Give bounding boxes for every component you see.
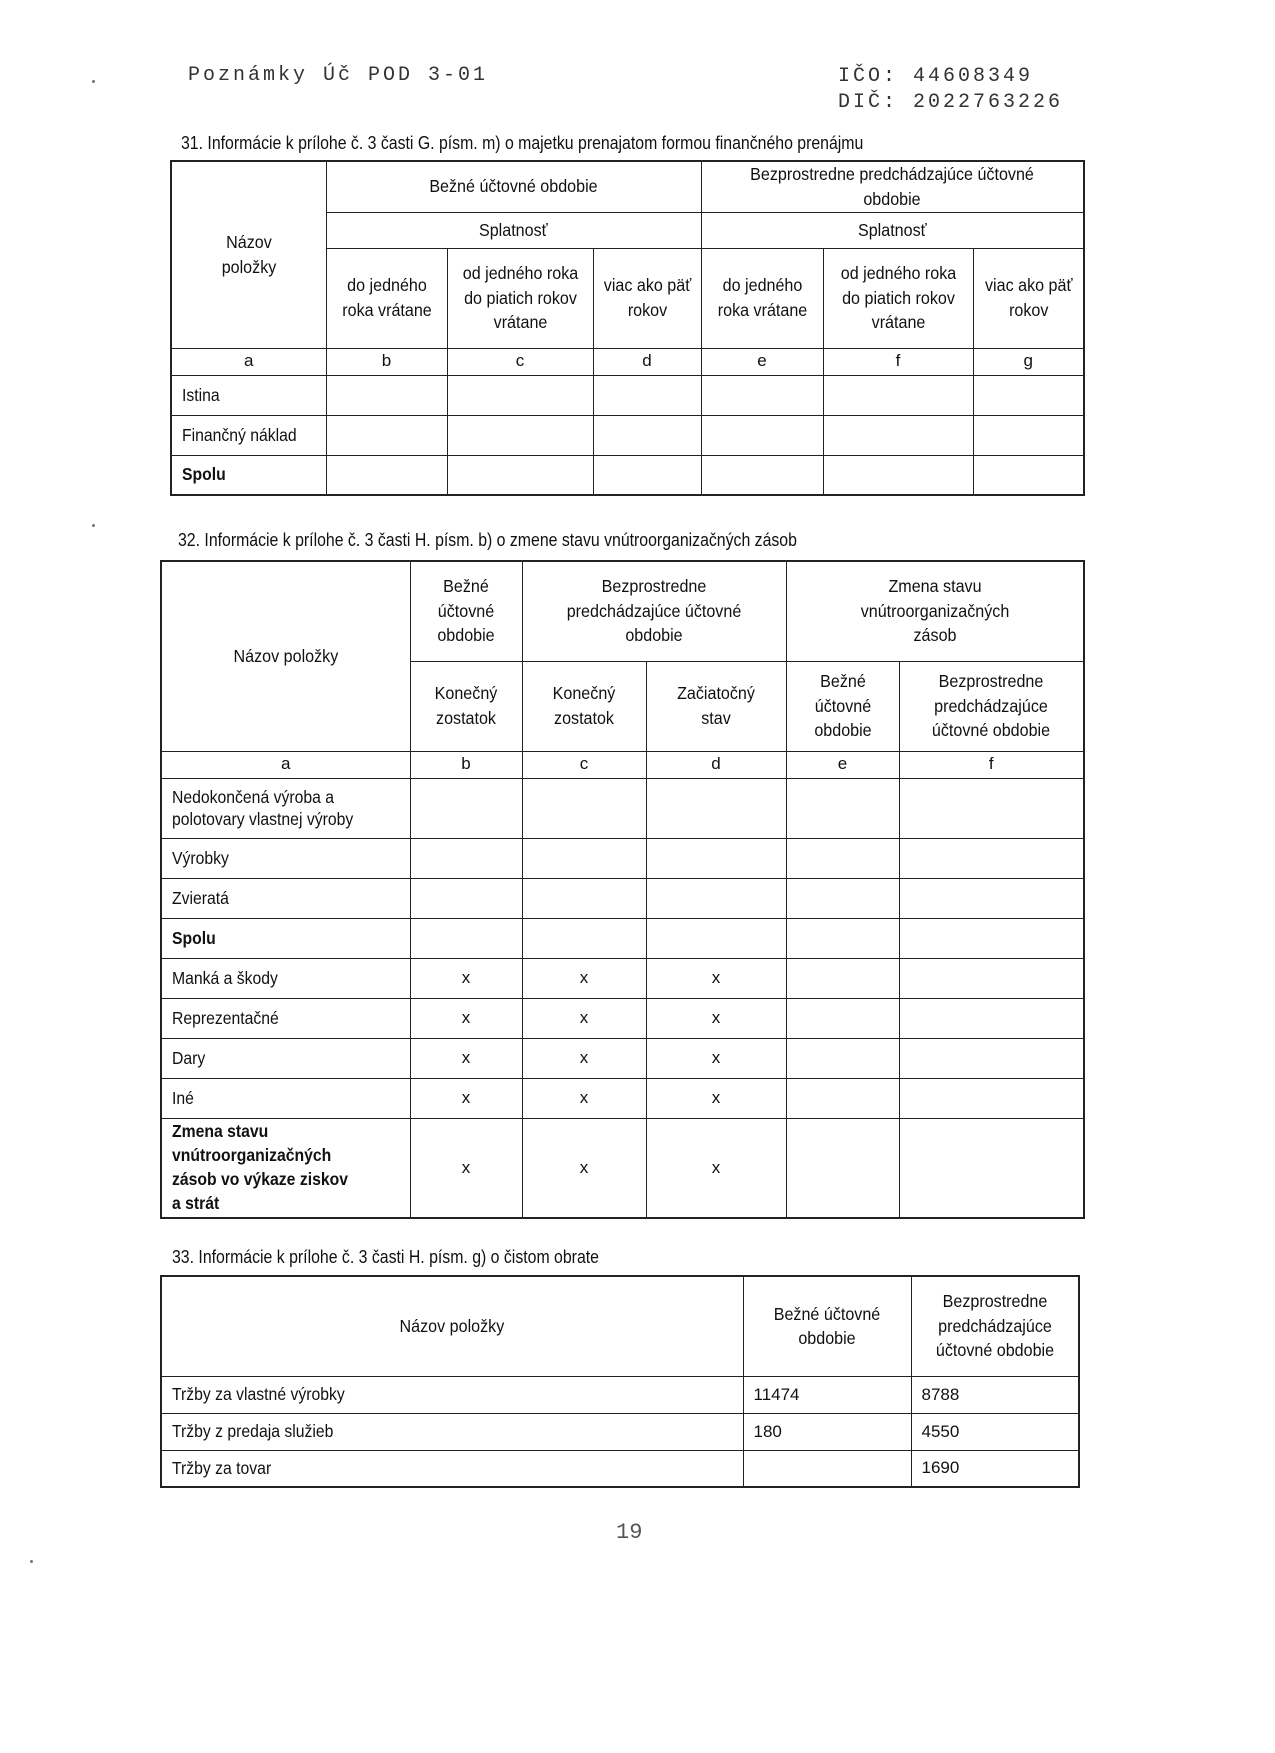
column-letter: f <box>899 751 1084 778</box>
ico-number: IČO: 44608349 <box>838 65 1034 88</box>
table-32-inventory-change <box>160 560 1085 1219</box>
column-letter: g <box>973 348 1084 375</box>
table-row <box>161 958 1084 998</box>
document-header-left: Poznámky Úč POD 3-01 <box>188 64 489 87</box>
header-maturity-col: viac ako päť rokov <box>973 248 1084 348</box>
table-cell <box>823 455 973 495</box>
row-label: Spolu <box>171 455 326 495</box>
header-item-name: Názov položky <box>171 161 326 348</box>
table-row <box>161 918 1084 958</box>
table-cell <box>823 375 973 415</box>
row-label: Tržby za vlastné výrobky <box>161 1376 743 1413</box>
column-letter: d <box>646 751 786 778</box>
table-cell: x <box>646 1038 786 1078</box>
column-letter: a <box>171 348 326 375</box>
previous-value: 4550 <box>911 1413 1079 1450</box>
previous-value: 1690 <box>911 1450 1079 1487</box>
table-cell: x <box>646 958 786 998</box>
table-cell <box>786 998 899 1038</box>
table-33-net-turnover <box>160 1275 1080 1488</box>
table-cell <box>899 998 1084 1038</box>
header-final-balance: Konečný zostatok <box>410 661 522 751</box>
table-cell <box>899 958 1084 998</box>
table-cell <box>786 1038 899 1078</box>
row-label: Iné <box>161 1078 410 1118</box>
table-cell <box>646 878 786 918</box>
table-row <box>171 455 1084 495</box>
column-letter: b <box>326 348 447 375</box>
header-maturity-col: do jedného roka vrátane <box>326 248 447 348</box>
current-value: 11474 <box>743 1376 911 1413</box>
header-maturity-current: Splatnosť <box>326 212 701 248</box>
header-maturity-col: od jedného roka do piatich rokov vrátane <box>447 248 593 348</box>
section-32-title: 32. Informácie k prílohe č. 3 časti H. písm. b) o zmene stavu vnútroorganizačných zásob <box>178 530 797 550</box>
table-cell <box>646 918 786 958</box>
row-label: Zmena stavu vnútroorganizačných zásob vo výkaze ziskov a strát <box>161 1118 410 1218</box>
table-cell <box>786 1078 899 1118</box>
header-previous-period: Bezprostredne predchádzajúce účtovné obdobie <box>522 561 786 661</box>
table-cell: x <box>522 1118 646 1218</box>
table-cell <box>701 455 823 495</box>
row-label: Dary <box>161 1038 410 1078</box>
column-letter: d <box>593 348 701 375</box>
table-cell: x <box>646 1118 786 1218</box>
header-item-name: Názov položky <box>161 1276 743 1376</box>
table-cell: x <box>410 958 522 998</box>
table-row <box>161 878 1084 918</box>
table-cell <box>823 415 973 455</box>
header-item-name: Názov položky <box>161 561 410 751</box>
table-cell <box>593 415 701 455</box>
header-initial-state: Začiatočný stav <box>646 661 786 751</box>
header-previous-period: Bezprostredne predchádzajúce účtovné obdobie <box>701 161 1084 212</box>
table-cell <box>447 415 593 455</box>
table-cell <box>701 415 823 455</box>
header-change-current: Bežné účtovné obdobie <box>786 661 899 751</box>
table-cell <box>973 455 1084 495</box>
header-change-previous: Bezprostredne predchádzajúce účtovné obdobie <box>899 661 1084 751</box>
table-row <box>161 1376 1079 1413</box>
table-cell <box>326 455 447 495</box>
previous-value: 8788 <box>911 1376 1079 1413</box>
column-letter: a <box>161 751 410 778</box>
table-cell <box>447 455 593 495</box>
table-cell: x <box>410 1078 522 1118</box>
table-cell: x <box>410 1118 522 1218</box>
table-cell <box>326 375 447 415</box>
header-maturity-col: do jedného roka vrátane <box>701 248 823 348</box>
table-cell <box>701 375 823 415</box>
scan-speck <box>30 1560 33 1563</box>
document-header-ids <box>838 64 1063 116</box>
table-row <box>161 1038 1084 1078</box>
section-33-title: 33. Informácie k prílohe č. 3 časti H. písm. g) o čistom obrate <box>172 1247 599 1267</box>
table-cell <box>899 1078 1084 1118</box>
scan-speck <box>92 80 95 83</box>
column-letter: f <box>823 348 973 375</box>
header-maturity-col: viac ako päť rokov <box>593 248 701 348</box>
table-31-financial-lease <box>170 160 1085 496</box>
row-label: Nedokončená výroba a polotovary vlastnej výroby <box>161 778 410 838</box>
table-cell: x <box>522 958 646 998</box>
table-cell <box>522 838 646 878</box>
table-cell <box>410 778 522 838</box>
table-cell: x <box>410 998 522 1038</box>
table-cell <box>593 375 701 415</box>
row-label: Výrobky <box>161 838 410 878</box>
scan-speck <box>92 524 95 527</box>
column-letter: b <box>410 751 522 778</box>
header-final-balance: Konečný zostatok <box>522 661 646 751</box>
table-cell <box>593 455 701 495</box>
row-label: Manká a škody <box>161 958 410 998</box>
table-cell: x <box>410 1038 522 1078</box>
row-label: Zvieratá <box>161 878 410 918</box>
header-current-period: Bežné účtovné obdobie <box>326 161 701 212</box>
page-number: 19 <box>616 1520 643 1545</box>
table-cell <box>326 415 447 455</box>
row-label: Tržby za tovar <box>161 1450 743 1487</box>
table-cell <box>410 878 522 918</box>
table-cell <box>899 1118 1084 1218</box>
table-cell <box>899 778 1084 838</box>
table-cell <box>786 778 899 838</box>
header-current-period: Bežné účtovné obdobie <box>410 561 522 661</box>
header-previous-period: Bezprostredne predchádzajúce účtovné obdobie <box>911 1276 1079 1376</box>
column-letter: e <box>701 348 823 375</box>
header-maturity-col: od jedného roka do piatich rokov vrátane <box>823 248 973 348</box>
table-cell <box>646 838 786 878</box>
table-row <box>161 998 1084 1038</box>
table-cell <box>522 878 646 918</box>
table-cell <box>786 1118 899 1218</box>
table-cell <box>410 838 522 878</box>
table-row <box>161 778 1084 838</box>
current-value <box>743 1450 911 1487</box>
table-row <box>161 1078 1084 1118</box>
table-cell <box>973 415 1084 455</box>
section-31-title: 31. Informácie k prílohe č. 3 časti G. písm. m) o majetku prenajatom formou finančného prenájmu <box>181 133 864 153</box>
table-cell: x <box>646 998 786 1038</box>
column-letter: c <box>447 348 593 375</box>
table-row <box>161 838 1084 878</box>
table-cell: x <box>522 1038 646 1078</box>
table-row <box>161 1450 1079 1487</box>
table-cell <box>899 918 1084 958</box>
table-cell <box>786 878 899 918</box>
table-cell <box>522 918 646 958</box>
row-label: Spolu <box>161 918 410 958</box>
column-letter: e <box>786 751 899 778</box>
table-cell <box>899 838 1084 878</box>
table-cell <box>899 878 1084 918</box>
table-cell <box>786 918 899 958</box>
table-row <box>171 375 1084 415</box>
table-cell <box>447 375 593 415</box>
table-row <box>161 1413 1079 1450</box>
table-cell: x <box>522 998 646 1038</box>
header-maturity-previous: Splatnosť <box>701 212 1084 248</box>
column-letter: c <box>522 751 646 778</box>
table-cell <box>973 375 1084 415</box>
current-value: 180 <box>743 1413 911 1450</box>
header-current-period: Bežné účtovné obdobie <box>743 1276 911 1376</box>
row-label: Reprezentačné <box>161 998 410 1038</box>
table-row <box>161 1118 1084 1218</box>
row-label: Istina <box>171 375 326 415</box>
table-cell <box>786 838 899 878</box>
dic-number: DIČ: 2022763226 <box>838 91 1064 114</box>
table-cell <box>786 958 899 998</box>
row-label: Tržby z predaja služieb <box>161 1413 743 1450</box>
table-cell: x <box>522 1078 646 1118</box>
table-cell: x <box>646 1078 786 1118</box>
row-label: Finančný náklad <box>171 415 326 455</box>
table-row <box>171 415 1084 455</box>
header-inventory-change: Zmena stavu vnútroorganizačných zásob <box>786 561 1084 661</box>
table-cell <box>646 778 786 838</box>
table-cell <box>410 918 522 958</box>
table-cell <box>899 1038 1084 1078</box>
table-cell <box>522 778 646 838</box>
